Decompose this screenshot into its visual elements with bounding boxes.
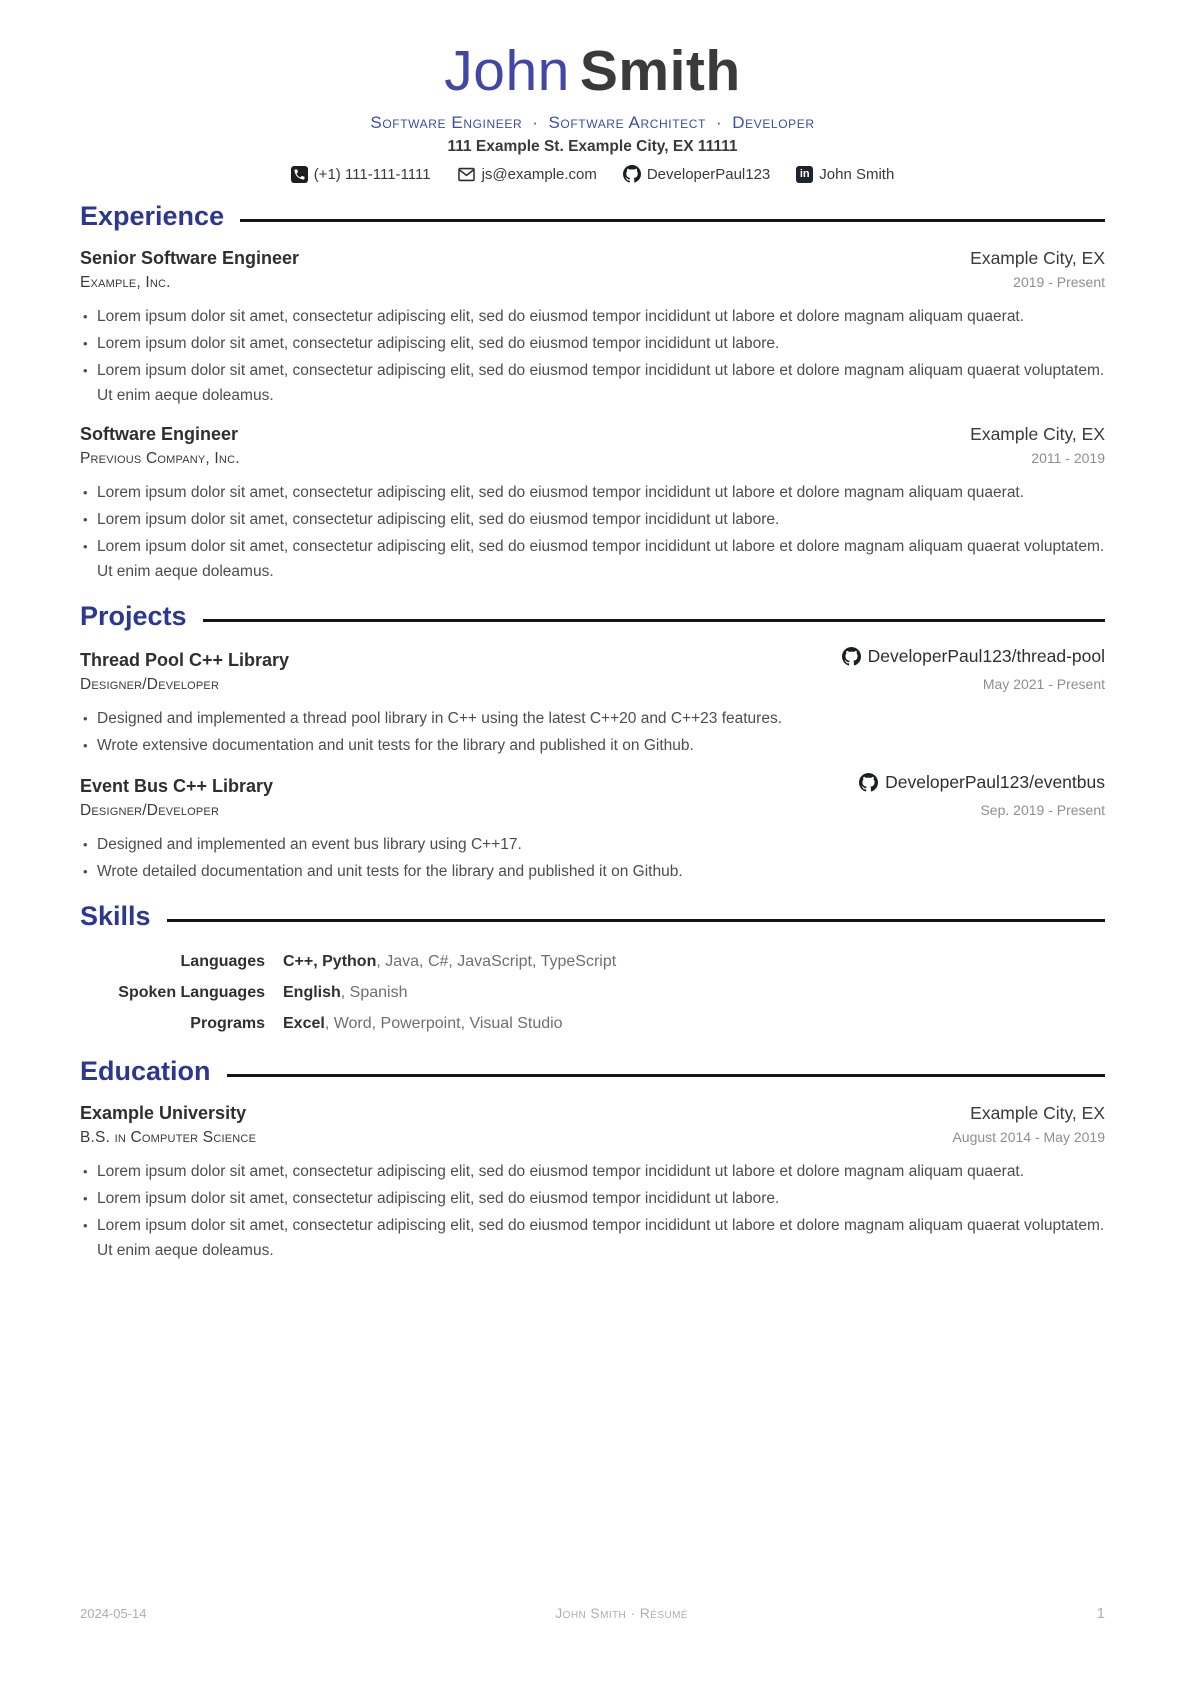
skill-rest: , Spanish	[340, 983, 408, 1001]
education-entry	[80, 1101, 1105, 1263]
contact-row	[80, 165, 1105, 184]
project-entry	[80, 646, 1105, 758]
bullet-item: • Lorem ipsum dolor sit amet, consectetur adipiscing elit, sed do eiusmod tempor incididunt ut labore et dolore magnam aliquam quaerat.	[80, 304, 1105, 329]
footer-page-number: 1	[1096, 1605, 1105, 1622]
tagline-item: Software Architect	[548, 112, 706, 132]
section-header	[80, 200, 1105, 232]
bullet-item: • Wrote extensive documentation and unit tests for the library and published it on Github.	[80, 733, 1105, 758]
project-dates: Sep. 2019 - Present	[980, 801, 1105, 818]
education-bullets	[80, 1159, 1105, 1263]
job-bullets	[80, 480, 1105, 584]
tagline-separator: ·	[532, 112, 539, 132]
linkedin-contact[interactable]	[796, 166, 894, 183]
bullet-item: • Lorem ipsum dolor sit amet, consectetur adipiscing elit, sed do eiusmod tempor incididunt ut labore et dolore magnam aliquam quaerat voluptatem. Ut enim aeque doleamus.	[80, 358, 1105, 408]
project-name: Thread Pool C++ Library	[80, 649, 290, 670]
section-header	[80, 900, 1105, 932]
skill-row	[80, 1008, 1105, 1039]
experience-entry	[80, 422, 1105, 584]
skill-category: Spoken Languages	[118, 983, 265, 1001]
bullet-item: • Lorem ipsum dolor sit amet, consectetur adipiscing elit, sed do eiusmod tempor incididunt ut labore.	[80, 507, 1105, 532]
job-dates: 2019 - Present	[1013, 273, 1105, 290]
bullet-item: • Lorem ipsum dolor sit amet, consectetur adipiscing elit, sed do eiusmod tempor incididunt ut labore et dolore magnam aliquam quaerat voluptatem. Ut enim aeque doleamus.	[80, 1213, 1105, 1263]
project-role: Designer/Developer	[80, 675, 220, 693]
education-section	[80, 1055, 1105, 1263]
skill-highlight: English	[283, 983, 341, 1001]
skill-rest: , Word, Powerpoint, Visual Studio	[324, 1014, 563, 1032]
tagline-item: Developer	[732, 112, 815, 132]
section-header	[80, 600, 1105, 632]
job-location: Example City, EX	[970, 423, 1105, 444]
mail-icon	[457, 165, 476, 184]
institution-name: Example University	[80, 1102, 247, 1123]
person-name	[80, 40, 1105, 103]
section-title-projects: Projects	[80, 600, 187, 631]
project-name: Event Bus C++ Library	[80, 775, 274, 796]
github-icon	[842, 647, 861, 666]
company-name: Example, Inc.	[80, 273, 171, 291]
bullet-item: • Lorem ipsum dolor sit amet, consectetur adipiscing elit, sed do eiusmod tempor incididunt ut labore.	[80, 331, 1105, 356]
section-rule	[227, 1074, 1105, 1077]
bullet-item: • Lorem ipsum dolor sit amet, consectetur adipiscing elit, sed do eiusmod tempor incididunt ut labore et dolore magnam aliquam quaerat.	[80, 480, 1105, 505]
skill-rest: , Java, C#, JavaScript, TypeScript	[376, 952, 617, 970]
job-location: Example City, EX	[970, 247, 1105, 268]
company-name: Previous Company, Inc.	[80, 449, 240, 467]
bullet-item: • Wrote detailed documentation and unit tests for the library and published it on Github.	[80, 859, 1105, 884]
bullet-item: • Lorem ipsum dolor sit amet, consectetur adipiscing elit, sed do eiusmod tempor incididunt ut labore et dolore magnam aliquam quaerat voluptatem. Ut enim aeque doleamus.	[80, 534, 1105, 584]
github-icon	[859, 773, 878, 792]
phone-contact[interactable]	[291, 166, 431, 183]
job-title: Senior Software Engineer	[80, 247, 300, 268]
skills-table	[80, 946, 1105, 1039]
email-address: js@example.com	[481, 165, 597, 183]
page-footer	[80, 1605, 1105, 1622]
skill-row	[80, 946, 1105, 977]
project-entry	[80, 772, 1105, 884]
linkedin-icon: in	[796, 166, 813, 183]
tagline	[80, 113, 1105, 133]
github-contact[interactable]	[623, 165, 770, 183]
skill-row	[80, 977, 1105, 1008]
project-repo-link[interactable]	[842, 646, 1105, 667]
github-username: DeveloperPaul123	[646, 165, 771, 183]
education-dates: August 2014 - May 2019	[952, 1128, 1105, 1145]
project-dates: May 2021 - Present	[982, 675, 1105, 692]
section-title-education: Education	[80, 1055, 211, 1086]
job-dates: 2011 - 2019	[1031, 449, 1105, 466]
project-repo-link[interactable]	[859, 772, 1105, 793]
bullet-item: • Lorem ipsum dolor sit amet, consectetur adipiscing elit, sed do eiusmod tempor incididunt ut labore et dolore magnam aliquam quaerat.	[80, 1159, 1105, 1184]
tagline-separator: ·	[715, 112, 723, 132]
first-name: John	[444, 39, 570, 103]
skill-highlight: Excel	[283, 1014, 325, 1032]
repo-path: DeveloperPaul123/thread-pool	[867, 645, 1105, 666]
footer-date: 2024-05-14	[80, 1606, 147, 1621]
section-title-skills: Skills	[80, 900, 151, 931]
bullet-item: • Lorem ipsum dolor sit amet, consectetur adipiscing elit, sed do eiusmod tempor incididunt ut labore.	[80, 1186, 1105, 1211]
project-role: Designer/Developer	[80, 801, 220, 819]
institution-location: Example City, EX	[970, 1102, 1105, 1123]
experience-section	[80, 200, 1105, 584]
skill-category: Programs	[190, 1014, 265, 1032]
section-rule	[167, 919, 1105, 922]
skill-highlight: C++, Python	[283, 952, 377, 970]
degree-name: B.S. in Computer Science	[80, 1128, 257, 1146]
bullet-item: • Designed and implemented a thread pool library in C++ using the latest C++20 and C++23 features.	[80, 706, 1105, 731]
resume-header	[80, 40, 1105, 184]
experience-entry	[80, 246, 1105, 408]
phone-number: (+1) 111-111-1111	[313, 165, 431, 183]
phone-icon	[291, 166, 308, 183]
projects-section	[80, 600, 1105, 884]
address-line: 111 Example St. Example City, EX 11111	[447, 137, 738, 155]
skill-category: Languages	[180, 952, 265, 970]
job-bullets	[80, 304, 1105, 408]
section-title-experience: Experience	[80, 200, 225, 231]
linkedin-name: John Smith	[819, 165, 895, 183]
project-bullets	[80, 832, 1105, 884]
tagline-item: Software Engineer	[370, 112, 523, 132]
email-contact[interactable]	[457, 165, 597, 184]
section-rule	[203, 619, 1105, 622]
footer-title: John Smith · Résumé	[555, 1605, 688, 1621]
bullet-item: • Designed and implemented an event bus library using C++17.	[80, 832, 1105, 857]
section-rule	[240, 219, 1105, 222]
skills-section	[80, 900, 1105, 1039]
section-header	[80, 1055, 1105, 1087]
github-icon	[623, 165, 641, 183]
project-bullets	[80, 706, 1105, 758]
last-name: Smith	[579, 39, 741, 103]
job-title: Software Engineer	[80, 423, 239, 444]
repo-path: DeveloperPaul123/eventbus	[885, 771, 1105, 792]
